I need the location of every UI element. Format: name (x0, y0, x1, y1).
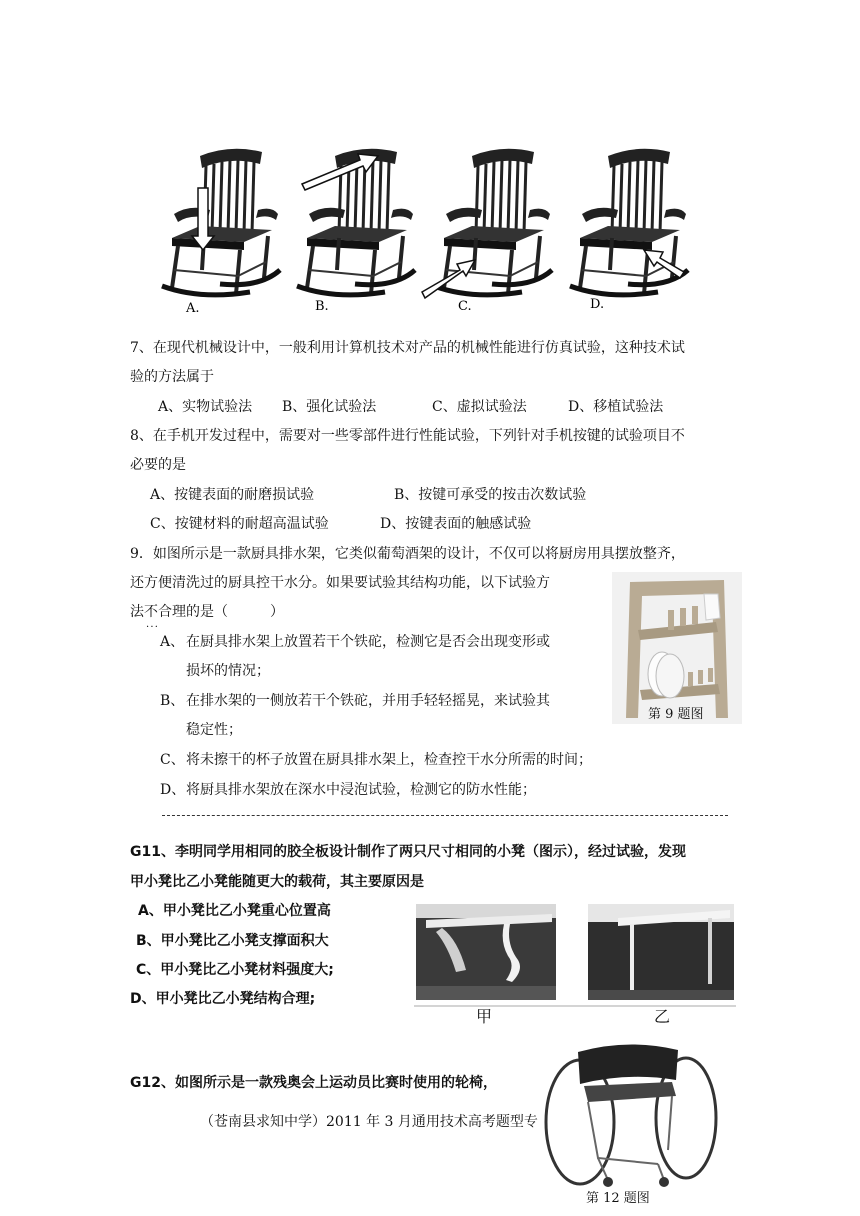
section-divider (162, 815, 728, 816)
q9-stem-line3 (130, 602, 284, 622)
g11-option-d: D、甲小凳比乙小凳结构合理; (130, 991, 316, 1007)
g11-option-a: A、甲小凳比乙小凳重心位置高 (138, 903, 331, 919)
g11-option-b: B、甲小凳比乙小凳支撑面积大 (136, 933, 329, 949)
q7-stem-line2: 验的方法属于 (130, 369, 214, 385)
q9-stem-post: 的是（ ） (186, 604, 284, 620)
q8-option-b: B、按键可承受的按击次数试验 (394, 487, 587, 503)
q7-option-a: A、实物试验法 (158, 399, 253, 415)
q9-stem-line2: 还方便清洗过的厨具控干水分。如果要试验其结构功能，以下试验方 (130, 575, 550, 591)
dish-rack-figure (612, 572, 742, 724)
q7-option-c: C、虚拟试验法 (432, 399, 527, 415)
q7-option-b: B、强化试验法 (282, 399, 377, 415)
q9-stem-pre: 法 (130, 604, 144, 620)
g11-stem-line2: 甲小凳比乙小凳能随更大的载荷，其主要原因是 (130, 874, 424, 890)
q8-option-c: C、按键材料的耐超高温试验 (150, 516, 329, 532)
g12-figure-caption: 第 12 题图 (586, 1191, 650, 1206)
q9-figure-caption: 第 9 题图 (648, 707, 704, 722)
figure-label-b: B. (315, 299, 329, 314)
figure-label-a: A. (186, 301, 200, 316)
q9-option-a-line2: 损坏的情况； (186, 663, 270, 679)
q9-option-d-letter: D、 (160, 782, 186, 798)
g12-stem: G12、如图所示是一款残奥会上运动员比赛时使用的轮椅， (130, 1075, 497, 1091)
q9-option-b-line1: 在排水架的一侧放若干个铁砣，并用手轻轻摇晃，来试验其 (186, 693, 550, 709)
wheelchair-figure (538, 1030, 720, 1216)
q8-option-d: D、按键表面的触感试验 (380, 516, 532, 532)
stool-label-left: 甲 (476, 1007, 493, 1026)
footer-text: （苍南县求知中学）2011 年 3 月通用技术高考题型专 (200, 1114, 538, 1130)
q8-stem-line2: 必要的是 (130, 457, 186, 473)
q8-option-a: A、按键表面的耐磨损试验 (150, 487, 315, 503)
q8-stem-line1: 8、在手机开发过程中，需要对一些零部件进行性能试验，下列针对手机按键的试验项目不 (130, 428, 685, 444)
q9-option-d-line1: 将厨具排水架放在深水中浸泡试验，检测它的防水性能； (186, 782, 536, 798)
q9-option-b-letter: B、 (160, 693, 185, 709)
stools-figure (412, 900, 738, 1026)
stool-label-right: 乙 (654, 1007, 671, 1026)
q9-stem-line1: 9．如图所示是一款厨具排水架，它类似葡萄酒架的设计，不仅可以将厨房用具摆放整齐， (130, 546, 685, 562)
g11-option-c: C、甲小凳比乙小凳材料强度大; (136, 962, 334, 978)
g11-stem-line1: G11、李明同学用相同的胶全板设计制作了两只尺寸相同的小凳（图示），经过试验，发现 (130, 844, 686, 860)
q9-option-b-line2: 稳定性； (186, 722, 242, 738)
q7-stem-line1: 7、在现代机械设计中，一般利用计算机技术对产品的机械性能进行仿真试验，这种技术试 (130, 340, 685, 356)
figure-label-c: C. (458, 299, 472, 314)
figure-label-d: D. (590, 297, 605, 312)
q9-option-c-letter: C、 (160, 752, 185, 768)
q9-stem-emphasis: 不合理 · · · (144, 604, 186, 620)
q9-option-a-letter: A、 (160, 634, 185, 650)
q9-option-c-line1: 将未擦干的杯子放置在厨具排水架上，检查控干水分所需的时间； (186, 752, 592, 768)
q9-option-a-line1: 在厨具排水架上放置若干个铁砣，检测它是否会出现变形或 (186, 634, 550, 650)
rocking-chairs-figure (160, 138, 700, 320)
q7-option-d: D、移植试验法 (568, 399, 664, 415)
